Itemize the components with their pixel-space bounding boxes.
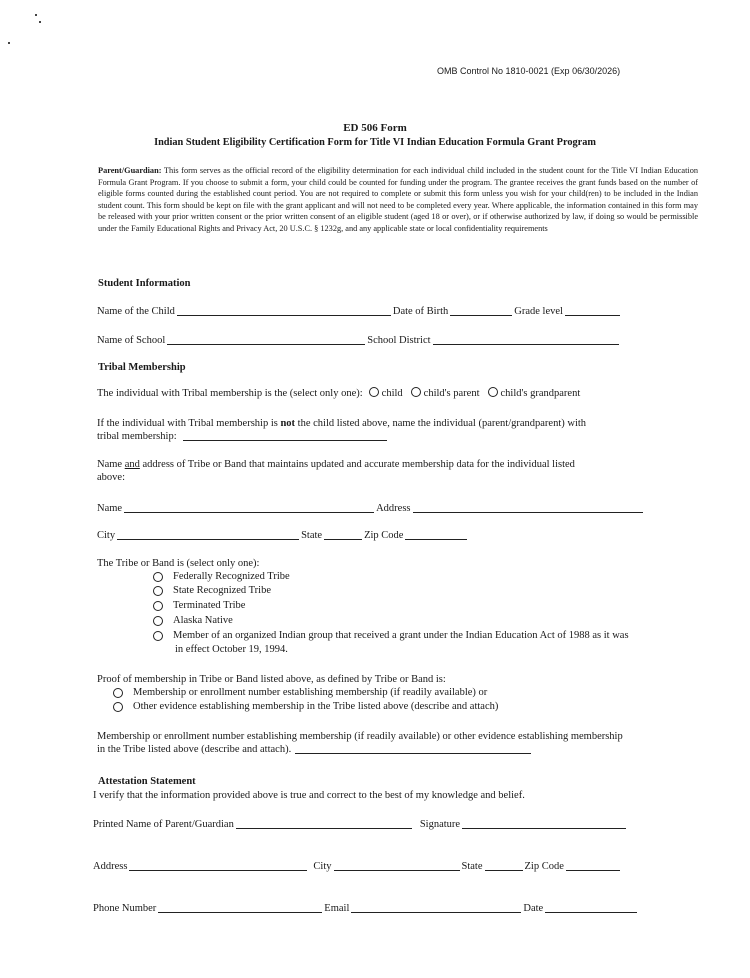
radio-circle-icon[interactable]: [153, 601, 163, 611]
tribe-address-line1: Name and address of Tribe or Band that maintains updated and accurate membership data for the individual listed: [97, 459, 575, 470]
radio-circle-icon[interactable]: [153, 631, 163, 641]
option-enrollment-number[interactable]: Membership or enrollment number establishing membership (if readily available) or: [113, 687, 487, 698]
option-child[interactable]: child: [369, 387, 403, 399]
proof-description-field[interactable]: [295, 743, 531, 754]
not-child-line1: If the individual with Tribal membership is not the child listed above, name the individual (parent/grandparent) with: [97, 418, 587, 429]
parent-address-label: Address: [93, 861, 128, 872]
option-organized-group[interactable]: Member of an organized Indian group that received a grant under the Indian Education Act of 1988 as it was: [153, 630, 629, 641]
date-field[interactable]: [545, 902, 637, 913]
parent-address-field[interactable]: [129, 860, 307, 871]
tribe-city-row: [97, 529, 469, 541]
parent-city-field[interactable]: [334, 860, 460, 871]
option-federally-recognized[interactable]: Federally Recognized Tribe: [153, 571, 290, 582]
omb-control-number: OMB Control No 1810-0021 (Exp 06/30/2026): [437, 66, 621, 76]
school-label: Name of School: [97, 335, 166, 346]
form-number: ED 506 Form: [343, 122, 407, 134]
scan-speck: [39, 21, 41, 23]
signature-field[interactable]: [462, 818, 626, 829]
radio-circle-icon[interactable]: [488, 387, 498, 397]
child-name-label: Name of the Child: [97, 306, 175, 317]
option-terminated[interactable]: Terminated Tribe: [153, 600, 245, 611]
radio-circle-icon[interactable]: [153, 572, 163, 582]
tribe-city-label: City: [97, 530, 116, 541]
dob-field[interactable]: [450, 305, 512, 316]
tribe-zip-field[interactable]: [405, 529, 467, 540]
option-other-evidence[interactable]: Other evidence establishing membership in the Tribe listed above (describe and attach): [113, 701, 498, 712]
parent-zip-label: Zip Code: [524, 861, 564, 872]
dob-label: Date of Birth: [392, 306, 449, 317]
district-label: School District: [367, 335, 431, 346]
email-field[interactable]: [351, 902, 521, 913]
not-child-line2: tribal membership:: [97, 430, 389, 442]
parent-city-label: City: [313, 861, 332, 872]
proof-statement-line1: Membership or enrollment number establishing membership (if readily available) or other evidence establishing membership: [97, 731, 623, 742]
attestation-heading: Attestation Statement: [98, 776, 196, 787]
tribe-state-field[interactable]: [324, 529, 362, 540]
radio-circle-icon[interactable]: [113, 702, 123, 712]
grade-field[interactable]: [565, 305, 620, 316]
grade-label: Grade level: [514, 306, 563, 317]
district-field[interactable]: [433, 334, 619, 345]
parent-zip-field[interactable]: [566, 860, 620, 871]
date-label: Date: [523, 903, 544, 914]
option-childs-grandparent[interactable]: child's grandparent: [488, 387, 581, 399]
option-state-recognized[interactable]: State Recognized Tribe: [153, 585, 271, 596]
parent-state-label: State: [461, 861, 483, 872]
intro-paragraph: [98, 165, 698, 234]
radio-circle-icon[interactable]: [153, 586, 163, 596]
tribe-type-question: The Tribe or Band is (select only one):: [97, 558, 260, 569]
tribe-address-line2: above:: [97, 472, 125, 483]
option-organized-group-line2: in effect October 19, 1994.: [175, 644, 288, 655]
radio-circle-icon[interactable]: [153, 616, 163, 626]
tribe-name-field[interactable]: [124, 502, 374, 513]
tribe-zip-label: Zip Code: [364, 530, 404, 541]
intro-text: This form serves as the official record of the eligibility determination for each individual child included in the student count for the Title VI Indian Education Formula Grant Program. If you choose to submit a form, your child could be counted for funding under the program. The grantee receives the grant funds based on the number of eligible forms counted during the established count period. You are not required to complete or submit this form unless you wish for your child(ren) to be included in the Indian student count. This form should be kept on file with the grant applicant and will not need to be completed every year. Where applicable, the information contained in this form may be released with your prior written consent or the prior written consent of an eligible student (aged 18 or over), or if otherwise authorized by law, if doing so would be permissible under the Family Educational Rights and Privacy Act, 20 U.S.C. § 1232g, and any applicable state or local confidentiality requirements: [98, 166, 698, 233]
option-childs-parent[interactable]: child's parent: [411, 387, 480, 399]
tribe-address-field[interactable]: [413, 502, 643, 513]
attestation-text: I verify that the information provided above is true and correct to the best of my knowledge and belief.: [93, 790, 525, 801]
proof-question: Proof of membership in Tribe or Band listed above, as defined by Tribe or Band is:: [97, 674, 446, 685]
school-field[interactable]: [167, 334, 365, 345]
scan-speck: [35, 14, 37, 16]
radio-circle-icon[interactable]: [411, 387, 421, 397]
tribe-city-field[interactable]: [117, 529, 299, 540]
tribal-membership-heading: Tribal Membership: [98, 362, 186, 373]
intro-label: Parent/Guardian:: [98, 166, 162, 175]
tribe-name-row: [97, 502, 645, 514]
option-alaska-native[interactable]: Alaska Native: [153, 615, 233, 626]
tribal-member-name-field[interactable]: [183, 430, 387, 441]
school-row: [97, 334, 621, 346]
child-row: [97, 305, 622, 317]
parent-address-row: [93, 860, 622, 872]
contact-row: [93, 902, 639, 914]
tribe-state-label: State: [301, 530, 323, 541]
signature-row: [93, 818, 628, 830]
printed-name-field[interactable]: [236, 818, 412, 829]
parent-state-field[interactable]: [485, 860, 523, 871]
phone-field[interactable]: [158, 902, 322, 913]
radio-circle-icon[interactable]: [369, 387, 379, 397]
signature-label: Signature: [419, 819, 461, 830]
form-title: Indian Student Eligibility Certification Form for Title VI Indian Education Formula Grant Program: [154, 137, 596, 148]
proof-statement-line2: in the Tribe listed above (describe and attach).: [97, 743, 533, 755]
tribe-address-label: Address: [376, 503, 411, 514]
printed-name-label: Printed Name of Parent/Guardian: [93, 819, 234, 830]
radio-circle-icon[interactable]: [113, 688, 123, 698]
member-question: The individual with Tribal membership is the (select only one):: [97, 388, 363, 399]
phone-label: Phone Number: [93, 903, 157, 914]
student-info-heading: Student Information: [98, 278, 191, 289]
email-label: Email: [324, 903, 350, 914]
member-select-row: [97, 387, 580, 399]
scan-speck: [8, 42, 10, 44]
child-name-field[interactable]: [177, 305, 391, 316]
tribe-name-label: Name: [97, 503, 123, 514]
